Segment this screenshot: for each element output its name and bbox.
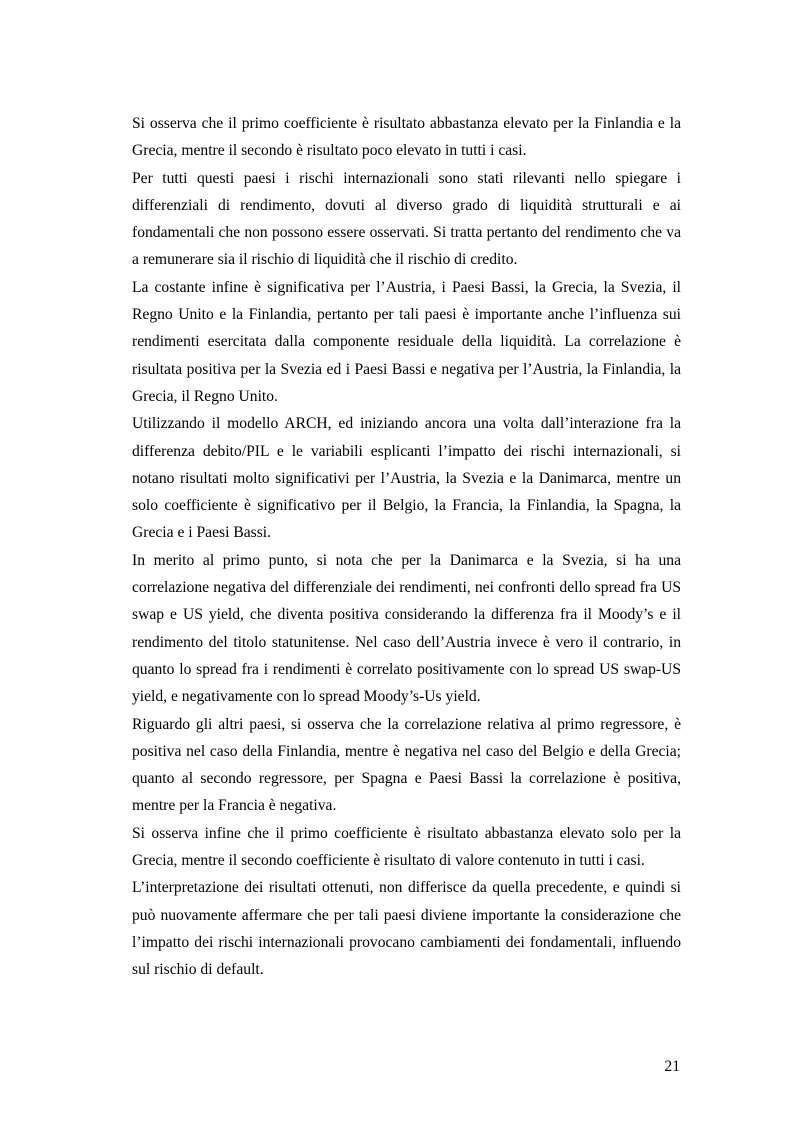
paragraph-4: Utilizzando il modello ARCH, ed iniziando ancora una volta dall’interazione fra la differenza debito/PIL e le variabili esplicanti l’impatto dei rischi internazionali, si notano risultati molto significativi per l’Austria, la Svezia e la Danimarca, mentre un solo coefficiente è significativo per il Belgio, la Francia, la Finlandia, la Spagna, la Grecia e i Paesi Bassi. bbox=[132, 415, 681, 542]
paragraph-2: Per tutti questi paesi i rischi internazionali sono stati rilevanti nello spiegare i differenziali di rendimento, dovuti al diverso grado di liquidità strutturali e ai fondamentali che non possono essere osservati. Si tratta pertanto del rendimento che va a remunerare sia il rischio di liquidità che il rischio di credito. bbox=[132, 169, 681, 269]
paragraph-1: Si osserva che il primo coefficiente è risultato abbastanza elevato per la Finlandia e la Grecia, mentre il secondo è risultato poco elevato in tutti i casi. bbox=[132, 115, 681, 160]
paragraph-5: In merito al primo punto, si nota che per la Danimarca e la Svezia, si ha una correlazione negativa del differenziale dei rendimenti, nei confronti dello spread fra US swap e US yield, che diventa positiva considerando la differenza fra il Moody’s e il rendimento del titolo statunitense. Nel caso dell’Austria invece è vero il contrario, in quanto lo spread fra i rendimenti è correlato positivamente con lo spread US swap-US yield, e negativamente con lo spread Moody’s-Us yield. bbox=[132, 551, 681, 706]
paragraph-7: Si osserva infine che il primo coefficiente è risultato abbastanza elevato solo per la Grecia, mentre il secondo coefficiente è risultato di valore contenuto in tutti i casi. bbox=[132, 824, 681, 870]
paragraph-6: Riguardo gli altri paesi, si osserva che la correlazione relativa al primo regressore, è positiva nel caso della Finlandia, mentre è negativa nel caso del Belgio e della Grecia; quanto al secondo regressore, per Spagna e Paesi Bassi la correlazione è positiva, mentre per la Francia è negativa. bbox=[132, 715, 681, 815]
paragraph-8: L’interpretazione dei risultati ottenuti, non differisce da quella precedente, e quindi si può nuovamente affermare che per tali paesi diviene importante la considerazione che l’impatto dei rischi internazionali provocano cambiamenti dei fondamentali, influendo sul rischio di default. bbox=[132, 879, 681, 979]
body-text bbox=[132, 110, 681, 984]
paragraph-3: La costante infine è significativa per l’Austria, i Paesi Bassi, la Grecia, la Svezia, il Regno Unito e la Finlandia, pertanto per tali paesi è importante anche l’influenza sui rendimenti esercitata dalla componente residuale della liquidità. La correlazione è risultata positiva per la Svezia ed i Paesi Bassi e negativa per l’Austria, la Finlandia, la Grecia, il Regno Unito. bbox=[132, 278, 681, 405]
page-number: 21 bbox=[664, 1058, 680, 1075]
